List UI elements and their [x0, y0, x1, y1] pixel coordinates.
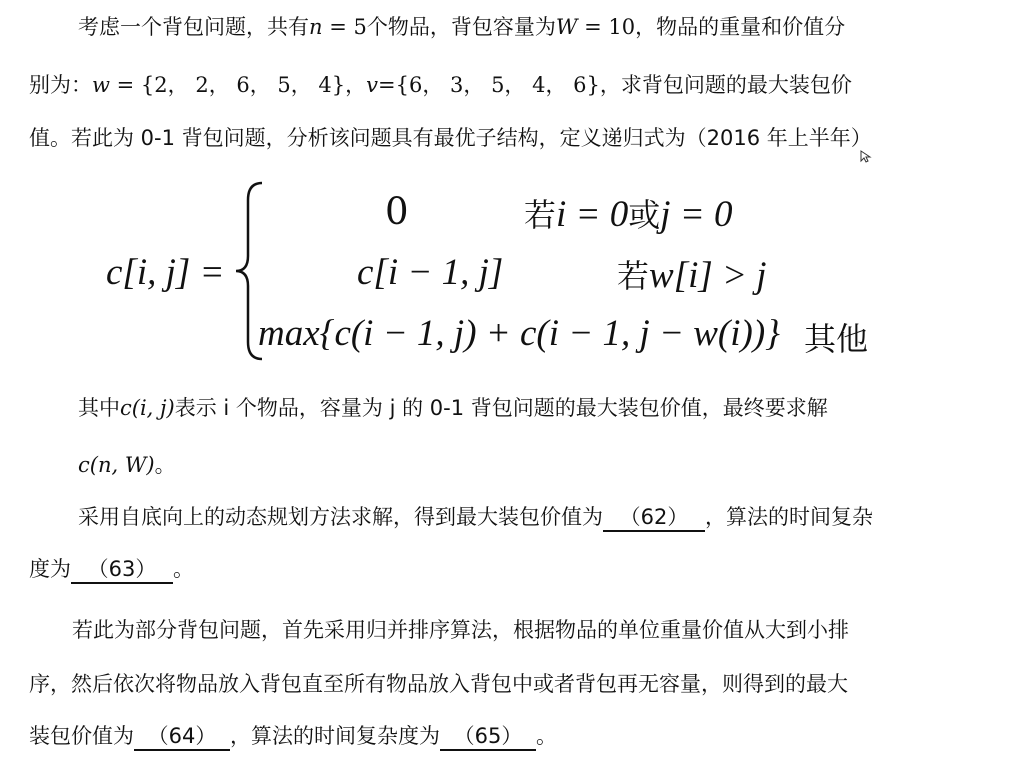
text: 个物品，背包容量为: [366, 15, 556, 39]
text: 采用自底向上的动态规划方法求解，得到最大装包价值为: [78, 505, 603, 529]
equation-lhs: c[i, j] =: [106, 252, 225, 293]
case-1-value: 0: [385, 190, 409, 233]
math-v: v: [366, 73, 379, 97]
math-w: w: [92, 73, 110, 97]
text: ，求背包问题的最大装包价: [599, 73, 852, 97]
math-cij: c(i, j): [120, 396, 175, 420]
text: 其中: [78, 396, 120, 420]
text: 值。若此为 0-1 背包问题，分析该问题具有最优子结构，定义递归式为（2016 年上半年）: [29, 126, 872, 150]
text: 序，然后依次将物品放入背包直至所有物品放入背包中或者背包再无容量，则得到的最大: [29, 672, 848, 696]
text: 。: [173, 557, 194, 581]
partial-line-2: [29, 670, 848, 698]
answer-blank-64[interactable]: （64）: [134, 723, 230, 751]
text: 若: [617, 257, 650, 295]
text: 考虑一个背包问题，共有: [78, 15, 309, 39]
text: 别为：: [29, 73, 92, 97]
case-3-condition: 其他: [804, 320, 869, 358]
weights-set: = {2， 2， 6， 5， 4}，: [109, 73, 367, 97]
case-3-value: max{c(i − 1, j) + c(i − 1, j − w(i))}: [258, 313, 780, 354]
text: 或: [628, 196, 661, 234]
dp-line-2: [29, 555, 194, 584]
text: 度为: [29, 557, 71, 581]
mouse-cursor-icon: [860, 150, 872, 164]
explain-line-2: [78, 451, 176, 479]
text: 。: [536, 724, 557, 748]
values-set: ={6， 3， 5， 4， 6}: [378, 73, 600, 97]
text: ，物品的重量和价值分: [635, 15, 846, 39]
math-eq: = 5: [322, 15, 367, 39]
problem-line-2: [29, 71, 852, 99]
text: 装包价值为: [29, 724, 134, 748]
recurrence-equation: [0, 176, 1018, 366]
text: 。: [154, 453, 176, 477]
case-2-value: c[i − 1, j]: [357, 252, 504, 293]
dp-line-1: [78, 503, 873, 532]
math-eq: = 10: [577, 15, 636, 39]
text: 若此为部分背包问题，首先采用归并排序算法，根据物品的单位重量价值从大到小排: [72, 618, 849, 642]
partial-line-3: [29, 722, 557, 751]
answer-blank-62[interactable]: （62）: [603, 504, 705, 532]
problem-line-1: [78, 13, 845, 41]
text: 若: [524, 196, 557, 234]
case-2-condition: [617, 251, 767, 297]
text: ，算法的时间复杂度为: [230, 724, 440, 748]
math: w[i] > j: [649, 255, 767, 296]
partial-line-1: [72, 616, 849, 644]
explain-line-1: [78, 394, 828, 422]
answer-blank-63[interactable]: （63）: [71, 556, 173, 584]
text: 表示 i 个物品，容量为 j 的 0-1 背包问题的最大装包价值，最终要求解: [174, 396, 828, 420]
math: j = 0: [660, 194, 733, 235]
case-1-condition: [524, 190, 733, 236]
math-W: W: [555, 15, 578, 39]
math-n: n: [309, 15, 323, 39]
math: i = 0: [556, 194, 629, 235]
text: ，算法的时间复杂: [705, 505, 873, 529]
answer-blank-65[interactable]: （65）: [440, 723, 536, 751]
problem-line-3: [29, 124, 872, 152]
math-cnw: c(n, W): [78, 453, 155, 477]
